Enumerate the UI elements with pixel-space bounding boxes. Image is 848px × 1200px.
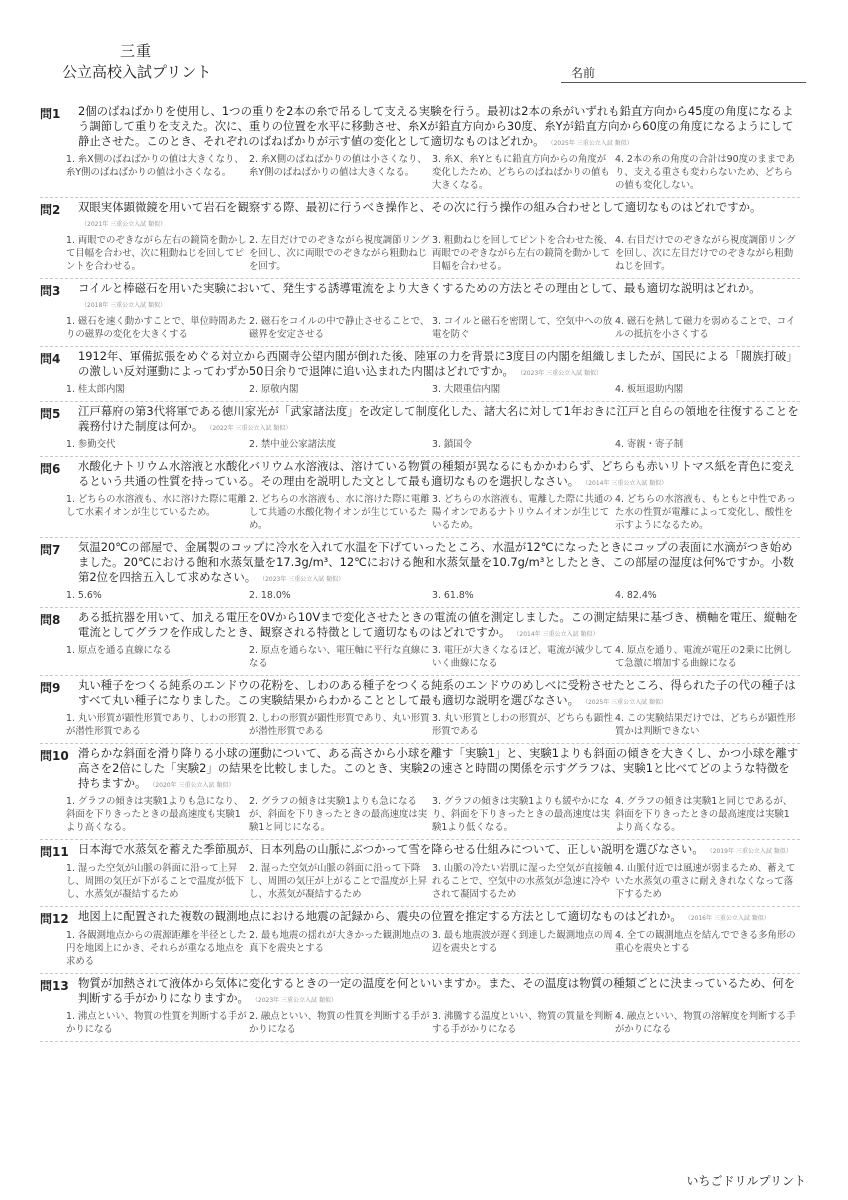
choice-list: [66, 862, 800, 901]
question-block: [40, 676, 800, 744]
choice-option[interactable]: 4. 82.4%: [615, 590, 657, 601]
question-number: 問5: [40, 407, 61, 421]
question-header: [40, 404, 800, 436]
question-text: 地図上に配置された複数の観測地点における地震の記録から、震央の位置を推定する方法として適切なものはどれか。: [78, 909, 682, 923]
choice-option[interactable]: 2. 最も地震の揺れが大きかった観測地点の真下を震央とする: [249, 930, 430, 954]
question-text-wrap: [78, 976, 800, 1008]
question-number: 問13: [40, 979, 69, 993]
choice-option[interactable]: 1. 5.6%: [66, 590, 102, 601]
choice-option[interactable]: 4. グラフの傾きは実験1と同じであるが、斜面を下りきったときの最高速度は実験1より高くなる。: [615, 796, 793, 833]
question-text: 日本海で水蒸気を蓄えた季節風が、日本列島の山脈にぶつかって雪を降らせる仕組みについて、正しい説明を選びなさい。: [78, 842, 704, 856]
choice-option[interactable]: 1. 糸X側のばねばかりの値は大きくなり、糸Y側のばねばかりの値は小さくなる。: [66, 154, 244, 178]
question-text: 2個のばねばかりを使用し、1つの重りを2本の糸で吊るして支える実験を行う。最初は2本の糸がいずれも鉛直方向から45度の角度になるよう調節して重りを支えた。次に、重りの位置を水平に移動させ、糸Xが鉛直方向から30度、糸Yが鉛直方向から60度の角度になるようにして静止させた。このとき、それぞれのばねばかりが示す値の変化として適切なものはどれか。: [78, 104, 794, 148]
choice-option[interactable]: 4. 板垣退助内閣: [615, 384, 684, 395]
choice-option[interactable]: 1. 桂太郎内閣: [66, 384, 125, 395]
worksheet-title: 公立高校入試プリント: [62, 63, 212, 81]
question-source: （2023年 三重公立入試 類似）: [262, 576, 345, 583]
question-block: [40, 279, 800, 347]
question-text-wrap: [78, 281, 800, 313]
choice-option[interactable]: 4. 右目だけでのぞきながら視度調節リングを回し、次に左目だけでのぞきながら粗動ねじを回す。: [615, 235, 796, 272]
choice-list: [66, 153, 800, 192]
name-label: 名前: [571, 66, 596, 80]
choice-list: [66, 712, 800, 738]
question-block: [40, 347, 800, 402]
choice-option[interactable]: 2. 禁中並公家諸法度: [249, 439, 336, 450]
question-number: 問3: [40, 284, 61, 298]
question-header: [40, 104, 800, 151]
choice-list: [66, 1010, 800, 1036]
question-list: [40, 102, 800, 1042]
worksheet-header: [0, 0, 848, 100]
question-header: [40, 459, 800, 491]
question-source: （2016年 三重公立入試 類似）: [687, 915, 770, 922]
choice-list: [66, 929, 800, 968]
question-text-wrap: [78, 746, 800, 793]
question-text-wrap: [78, 200, 800, 232]
prefecture-label: 三重: [120, 42, 153, 60]
question-text: 滑らかな斜面を滑り降りる小球の運動について、ある高さから小球を離す「実験1」と、実験1よりも斜面の傾きを大きくし、かつ小球を離す高さを2倍にした「実験2」の結果を比較しました。このとき、実験2の速さと時間の関係を示すグラフは、実験1と比べてどのような特徴を持ちますか。: [78, 746, 799, 790]
question-text: コイルと棒磁石を用いた実験において、発生する誘導電流をより大きくするための方法とその理由として、最も適切な説明はどれか。: [78, 281, 761, 295]
choice-option[interactable]: 2. グラフの傾きは実験1よりも急になるが、斜面を下りきったときの最高速度は実験1と同じになる。: [249, 796, 428, 833]
choice-option[interactable]: 2. 原敬内閣: [249, 384, 299, 395]
question-text-wrap: [78, 678, 800, 710]
question-block: [40, 102, 800, 198]
question-source: （2023年 三重公立入試 類似）: [519, 370, 603, 377]
question-block: [40, 538, 800, 608]
choice-option[interactable]: 3. 最も地震波が遅く到達した観測地点の周辺を震央とする: [432, 930, 613, 954]
question-text-wrap: [78, 540, 800, 587]
choice-option[interactable]: 3. 粗動ねじを回してピントを合わせた後、両眼でのぞきながら左右の鏡筒を動かして目幅を合わせる。: [432, 235, 613, 272]
question-source: （2023年 三重公立入試 類似）: [254, 997, 337, 1004]
choice-option[interactable]: 4. 磁石を熱して磁力を弱めることで、コイルの抵抗を小さくする: [615, 316, 796, 340]
choice-option[interactable]: 1. 原点を通る直線になる: [66, 645, 172, 656]
question-number: 問6: [40, 462, 61, 476]
choice-list: [66, 493, 800, 532]
question-block: [40, 974, 800, 1042]
choice-option[interactable]: 2. しわの形質が顕性形質であり、丸い形質が潜性形質である: [249, 713, 430, 737]
question-text-wrap: [78, 404, 800, 436]
choice-option[interactable]: 3. 丸い形質としわの形質が、どちらも顕性形質である: [432, 713, 613, 737]
question-number: 問7: [40, 543, 61, 557]
question-source: （2025年 三重公立入試 類似）: [584, 699, 668, 706]
choice-option[interactable]: 1. 参勤交代: [66, 439, 116, 450]
question-source: （2025年 三重公立入試 類似）: [550, 140, 633, 147]
question-header: [40, 746, 800, 793]
question-header: [40, 349, 800, 381]
question-number: 問10: [40, 749, 69, 763]
choice-option[interactable]: 2. 18.0%: [249, 590, 291, 601]
choice-list: [66, 589, 800, 602]
choice-option[interactable]: 4. 原点を通り、電流が電圧の2乗に比例して急激に増加する曲線になる: [615, 645, 793, 669]
choice-option[interactable]: 3. グラフの傾きは実験1よりも緩やかになり、斜面を下りきったときの最高速度は実験1より低くなる。: [432, 796, 611, 833]
question-header: [40, 976, 800, 1008]
choice-option[interactable]: 3. 61.8%: [432, 590, 474, 601]
question-header: [40, 842, 800, 860]
choice-option[interactable]: 4. どちらの水溶液も、もともと中性であった水の性質が電離によって変化し、酸性を示すようになるため。: [615, 494, 796, 531]
question-block: [40, 744, 800, 840]
choice-option[interactable]: 3. 沸騰する温度といい、物質の質量を判断する手がかりになる: [432, 1011, 613, 1035]
choice-option[interactable]: 2. 湿った空気が山脈の斜面に沿って下降し、周囲の気圧が上がることで温度が上昇し、水蒸気が凝結するため: [249, 863, 428, 900]
question-text: 1912年、軍備拡張をめぐる対立から西園寺公望内閣が倒れた後、陸軍の力を背景に3度目の内閣を組織しましたが、国民による「閥族打破」の激しい反対運動によってわずか50日余りで退陣に追い込まれた内閣はどれですか。: [78, 349, 798, 378]
choice-option[interactable]: 3. どちらの水溶液も、電離した際に共通の陽イオンであるナトリウムイオンが生じているため。: [432, 494, 613, 531]
question-source: （2018年 三重公立入試 類似）: [84, 302, 167, 309]
question-number: 問9: [40, 681, 61, 695]
choice-option[interactable]: 4. 2本の糸の角度の合計は90度のままであり、支える重さも変わらないため、どちらの値も変化しない。: [615, 154, 795, 191]
choice-option[interactable]: 2. どちらの水溶液も、水に溶けた際に電離して共通の水酸化物イオンが生じているため。: [249, 494, 430, 531]
choice-option[interactable]: 4. 山脈付近では風速が弱まるため、蓄えていた水蒸気の重さに耐えきれなくなって落下するため: [615, 863, 796, 900]
question-header: [40, 610, 800, 642]
question-header: [40, 540, 800, 587]
question-text: 江戸幕府の第3代将軍である徳川家光が「武家諸法度」を改定して制度化した、諸大名に対して1年おきに江戸と自らの領地を往復することを義務付けた制度は何か。: [78, 404, 799, 433]
question-block: [40, 457, 800, 538]
question-header: [40, 281, 800, 313]
choice-option[interactable]: 1. 沸点といい、物質の性質を判断する手がかりになる: [66, 1011, 247, 1035]
choice-option[interactable]: 2. 原点を通らない、電圧軸に平行な直線になる: [249, 645, 430, 669]
question-block: [40, 907, 800, 974]
question-header: [40, 909, 800, 927]
question-text: ある抵抗器を用いて、加える電圧を0Vから10Vまで変化させたときの電流の値を測定しました。この測定結果に基づき、横軸を電圧、縦軸を電流としてグラフを作成したとき、観察される特徴として適切なものはどれですか。: [78, 610, 799, 639]
question-block: [40, 840, 800, 907]
question-text-wrap: [78, 459, 800, 491]
choice-option[interactable]: 2. 糸X側のばねばかりの値は小さくなり、糸Y側のばねばかりの値は大きくなる。: [249, 154, 427, 178]
choice-option[interactable]: 1. 丸い形質が顕性形質であり、しわの形質が潜性形質である: [66, 713, 247, 737]
name-field-line[interactable]: [561, 82, 806, 83]
choice-option[interactable]: 3. コイルと磁石を密閉して、空気中への放電を防ぐ: [432, 316, 613, 340]
choice-list: [66, 438, 800, 451]
choice-list: [66, 644, 800, 670]
question-number: 問1: [40, 107, 61, 121]
question-text-wrap: [78, 909, 800, 927]
choice-option[interactable]: 1. 磁石を速く動かすことで、単位時間あたりの磁界の変化を大きくする: [66, 316, 247, 340]
choice-option[interactable]: 3. 糸X、糸Yともに鉛直方向からの角度が変化したため、どちらのばねばかりの値も大きくなる。: [432, 154, 610, 191]
choice-list: [66, 234, 800, 273]
choice-option[interactable]: 4. この実験結果だけでは、どちらが顕性形質かは判断できない: [615, 713, 796, 737]
choice-option[interactable]: 1. 各観測地点からの震源距離を半径とした円を地図上にかき、それらが重なる地点を求める: [66, 930, 247, 967]
question-block: [40, 402, 800, 457]
choice-option[interactable]: 4. 全ての観測地点を結んでできる多角形の重心を震央とする: [615, 930, 796, 954]
question-text: 水酸化ナトリウム水溶液と水酸化バリウム水溶液は、溶けている物質の種類が異なるにもかかわらず、どちらも赤いリトマス紙を青色に変えるという共通の性質を持っている。その理由を説明した文として最も適切なものを選択しなさい。: [78, 459, 795, 488]
choice-option[interactable]: 4. 寄親・寄子制: [615, 439, 684, 450]
question-number: 問12: [40, 912, 69, 926]
choice-option[interactable]: 4. 融点といい、物質の溶解度を判断する手がかりになる: [615, 1011, 796, 1035]
question-text: 気温20℃の部屋で、金属製のコップに冷水を入れて水温を下げていったところ、水温が12℃になったときにコップの表面に水滴がつき始めました。20℃における飽和水蒸気量を17.3g/m³、12℃における飽和水蒸気量を10.7g/m³としたとき、この部屋の湿度は何%ですか。小数第2位を四捨五入して求めなさい。: [78, 540, 794, 584]
question-text-wrap: [78, 349, 800, 381]
question-block: [40, 198, 800, 279]
question-header: [40, 200, 800, 232]
choice-option[interactable]: 3. 鎖国令: [432, 439, 473, 450]
question-header: [40, 678, 800, 710]
choice-option[interactable]: 1. 両眼でのぞきながら左右の鏡筒を動かして目幅を合わせ、次に粗動ねじを回してピントを合わせる。: [66, 235, 247, 272]
question-block: [40, 608, 800, 676]
footer-brand: いちごドリルプリント: [686, 1174, 806, 1188]
question-number: 問8: [40, 613, 61, 627]
choice-option[interactable]: 3. 山脈の冷たい岩肌に湿った空気が直接触れることで、空気中の水蒸気が急速に冷やされて凝固するため: [432, 863, 613, 900]
question-source: （2014年 三重公立入試 類似）: [585, 480, 668, 487]
question-text-wrap: [78, 842, 800, 860]
choice-list: [66, 315, 800, 341]
choice-list: [66, 795, 800, 834]
question-text: 丸い種子をつくる純系のエンドウの花粉を、しわのある種子をつくる純系のエンドウのめしべに受粉させたところ、得られた子の代の種子はすべて丸い種子になりました。この実験結果からわかることとして最も適切な説明を選びなさい。: [78, 678, 796, 707]
choice-option[interactable]: 3. 電圧が大きくなるほど、電流が減少していく曲線になる: [432, 645, 613, 669]
question-source: （2014年 三重公立入試 類似）: [516, 631, 599, 638]
question-text: 物質が加熱されて液体から気体に変化するときの一定の温度を何といいますか。また、その温度は物質の種類ごとに決まっているため、何を判断する手がかりになりますか。: [78, 976, 796, 1005]
choice-option[interactable]: 3. 大隈重信内閣: [432, 384, 501, 395]
choice-option[interactable]: 1. 湿った空気が山脈の斜面に沿って上昇し、周囲の気圧が下がることで温度が低下し、水蒸気が凝結するため: [66, 863, 245, 900]
choice-list: [66, 383, 800, 396]
choice-option[interactable]: 2. 磁石をコイルの中で静止させることで、磁界を安定させる: [249, 316, 430, 340]
question-number: 問2: [40, 203, 61, 217]
question-source: （2022年 三重公立入試 類似）: [209, 425, 292, 432]
question-number: 問11: [40, 845, 69, 859]
choice-option[interactable]: 1. どちらの水溶液も、水に溶けた際に電離して水素イオンが生じているため。: [66, 494, 247, 518]
question-number: 問4: [40, 352, 61, 366]
choice-option[interactable]: 2. 融点といい、物質の性質を判断する手がかりになる: [249, 1011, 430, 1035]
choice-option[interactable]: 1. グラフの傾きは実験1よりも急になり、斜面を下りきったときの最高速度も実験1より高くなる。: [66, 796, 244, 833]
question-text: 双眼実体顕微鏡を用いて岩石を観察する際、最初に行うべき操作と、その次に行う操作の組み合わせとして適切なものはどれですか。: [78, 200, 762, 214]
choice-option[interactable]: 2. 左目だけでのぞきながら視度調節リングを回し、次に両眼でのぞきながら粗動ねじを回す。: [249, 235, 430, 272]
question-source: （2019年 三重公立入試 類似）: [709, 848, 792, 855]
question-text-wrap: [78, 610, 800, 642]
question-text-wrap: [78, 104, 800, 151]
question-source: （2020年 三重公立入試 類似）: [152, 782, 235, 789]
question-source: （2021年 三重公立入試 類似）: [84, 221, 167, 228]
